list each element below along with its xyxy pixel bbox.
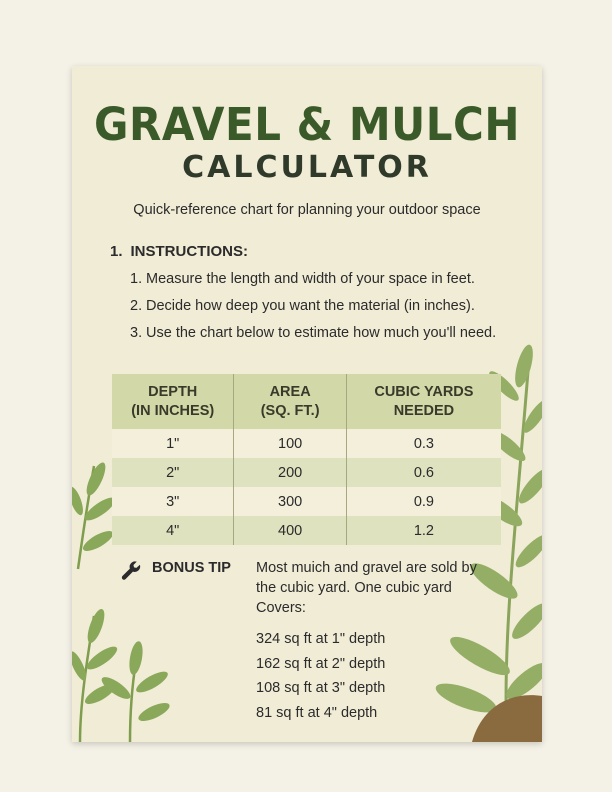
cell-depth: 2" — [112, 458, 234, 487]
cell-cubic-yards: 0.9 — [346, 487, 501, 516]
title-line-1: GRAVEL & MULCH — [94, 98, 520, 151]
cell-depth: 3" — [112, 487, 234, 516]
bonus-tip-text: Most muich and gravel are sold by the cubic yard. One cubic yard Covers: — [256, 560, 477, 616]
step-number: 2. — [130, 298, 143, 314]
step-text: Use the chart below to estimate how much you'll need. — [146, 325, 497, 341]
leaf-sprig-bottom-left-icon — [72, 596, 182, 742]
coverage-item: 324 sq ft at 1" depth — [256, 631, 386, 647]
step-text: Measure the length and width of your space in feet. — [146, 271, 475, 287]
instruction-step — [130, 324, 510, 343]
header-depth-line2: (IN INCHES) — [131, 402, 215, 419]
cell-area: 300 — [234, 487, 346, 516]
calculator-card — [72, 66, 542, 742]
coverage-list — [256, 627, 385, 725]
cell-area: 200 — [234, 458, 346, 487]
header-cubic-yards-line2: NEEDED — [393, 402, 455, 419]
soil-mound-icon — [472, 686, 542, 742]
header-area-line2: (SQ. FT.) — [260, 402, 320, 419]
depth-chart-table — [112, 374, 501, 545]
header-area — [234, 374, 346, 429]
header-depth-line1: DEPTH — [148, 383, 198, 400]
instructions-number: 1. — [110, 243, 123, 260]
coverage-item: 108 sq ft at 3" depth — [256, 680, 386, 696]
instruction-step — [130, 297, 510, 316]
instructions-heading-text: INSTRUCTIONS: — [130, 243, 249, 260]
table-header-row — [112, 374, 501, 429]
step-number: 1. — [130, 271, 143, 287]
coverage-item: 162 sq ft at 2" depth — [256, 655, 386, 672]
table-row — [112, 458, 501, 487]
cell-depth: 1" — [112, 429, 234, 458]
cell-cubic-yards: 0.6 — [346, 458, 501, 487]
title-line-2: CALCULATOR — [182, 150, 432, 185]
instruction-step — [130, 270, 510, 289]
step-text: Decide how deep you want the material (in inches). — [146, 298, 475, 314]
header-area-line1: AREA — [269, 383, 311, 400]
cell-area: 100 — [234, 429, 346, 458]
header-cubic-yards — [346, 374, 501, 429]
instructions-heading — [110, 243, 248, 260]
cell-depth: 4" — [112, 516, 234, 545]
subtitle: Quick-reference chart for planning your outdoor space — [133, 202, 481, 218]
table-row — [112, 516, 501, 545]
table-row — [112, 429, 501, 458]
cell-area: 400 — [234, 516, 346, 545]
header-depth — [112, 374, 234, 429]
step-number: 3. — [130, 325, 143, 341]
coverage-item: 81 sq ft at 4" depth — [256, 704, 378, 721]
instructions-list — [130, 270, 510, 351]
header-cubic-yards-line1: CUBIC YARDS — [374, 383, 474, 400]
cell-cubic-yards: 0.3 — [346, 429, 501, 458]
wrench-icon — [120, 559, 142, 581]
table-row — [112, 487, 501, 516]
bonus-tip-label: BONUS TIP — [152, 560, 231, 576]
cell-cubic-yards: 1.2 — [346, 516, 501, 545]
